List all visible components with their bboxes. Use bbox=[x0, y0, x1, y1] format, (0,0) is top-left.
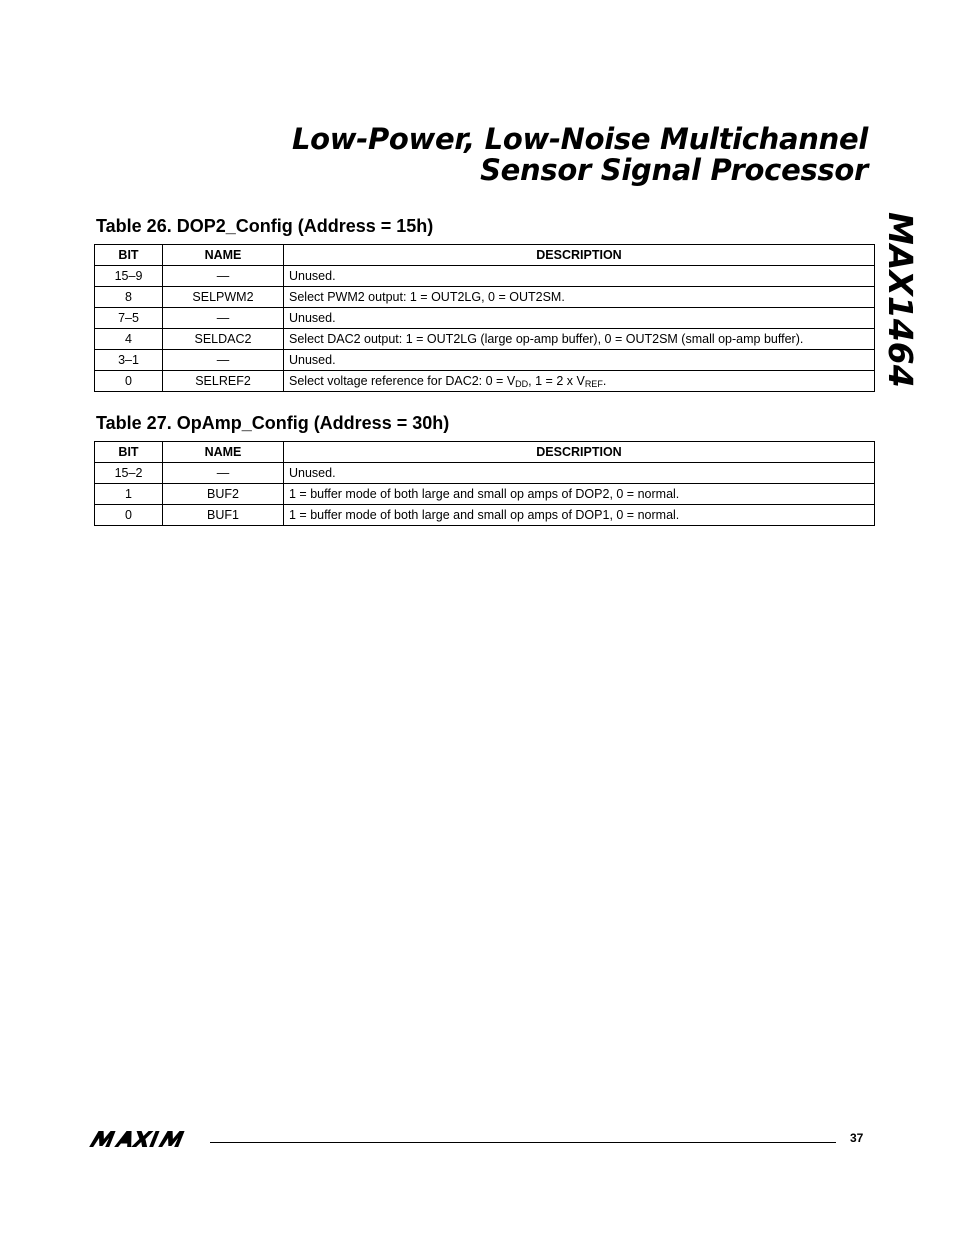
name-cell: — bbox=[163, 350, 284, 371]
name-cell: — bbox=[163, 463, 284, 484]
table-row bbox=[95, 505, 875, 526]
name-cell: BUF1 bbox=[163, 505, 284, 526]
name-cell: — bbox=[163, 308, 284, 329]
description-cell: 1 = buffer mode of both large and small op amps of DOP1, 0 = normal. bbox=[284, 505, 875, 526]
description-text: , 1 = 2 x V bbox=[528, 374, 585, 388]
table-row bbox=[95, 329, 875, 350]
title-line-2: Sensor Signal Processor bbox=[480, 153, 868, 187]
page-title bbox=[292, 124, 868, 186]
column-header-bit: BIT bbox=[95, 442, 163, 463]
column-header-name: NAME bbox=[163, 245, 284, 266]
column-header-bit: BIT bbox=[95, 245, 163, 266]
maxim-logo bbox=[89, 1129, 201, 1154]
column-header-description: DESCRIPTION bbox=[284, 245, 875, 266]
table-row bbox=[95, 308, 875, 329]
subscript-ref: REF bbox=[584, 379, 603, 389]
description-cell: Select PWM2 output: 1 = OUT2LG, 0 = OUT2SM. bbox=[284, 287, 875, 308]
description-cell: Select DAC2 output: 1 = OUT2LG (large op-amp buffer), 0 = OUT2SM (small op-amp buffer). bbox=[284, 329, 875, 350]
bit-cell: 3–1 bbox=[95, 350, 163, 371]
table-row bbox=[95, 266, 875, 287]
bit-cell: 15–2 bbox=[95, 463, 163, 484]
table-row bbox=[95, 463, 875, 484]
description-cell bbox=[284, 371, 875, 392]
table-row bbox=[95, 287, 875, 308]
table-27 bbox=[94, 441, 875, 526]
table-row bbox=[95, 484, 875, 505]
bit-cell: 15–9 bbox=[95, 266, 163, 287]
page-number: 37 bbox=[850, 1131, 864, 1145]
table-row bbox=[95, 350, 875, 371]
name-cell: SELREF2 bbox=[163, 371, 284, 392]
table-header-row bbox=[95, 442, 875, 463]
name-cell: SELDAC2 bbox=[163, 329, 284, 350]
column-header-description: DESCRIPTION bbox=[284, 442, 875, 463]
table-26-caption: Table 26. DOP2_Config (Address = 15h) bbox=[96, 216, 434, 236]
part-number-label: MAX1464 bbox=[881, 212, 920, 388]
table-header-row bbox=[95, 245, 875, 266]
table-row bbox=[95, 371, 875, 392]
bit-cell: 1 bbox=[95, 484, 163, 505]
name-cell: BUF2 bbox=[163, 484, 284, 505]
description-cell: Unused. bbox=[284, 266, 875, 287]
subscript-dd: DD bbox=[515, 379, 529, 389]
bit-cell: 8 bbox=[95, 287, 163, 308]
bit-cell: 0 bbox=[95, 371, 163, 392]
description-text: Select voltage reference for DAC2: 0 = V bbox=[289, 374, 516, 388]
bit-cell: 0 bbox=[95, 505, 163, 526]
column-header-name: NAME bbox=[163, 442, 284, 463]
name-cell: SELPWM2 bbox=[163, 287, 284, 308]
table-26 bbox=[94, 244, 875, 392]
description-cell: Unused. bbox=[284, 308, 875, 329]
footer-rule bbox=[210, 1142, 836, 1143]
name-cell: — bbox=[163, 266, 284, 287]
description-cell: Unused. bbox=[284, 463, 875, 484]
table-27-caption: Table 27. OpAmp_Config (Address = 30h) bbox=[96, 413, 450, 433]
bit-cell: 7–5 bbox=[95, 308, 163, 329]
bit-cell: 4 bbox=[95, 329, 163, 350]
title-line-1: Low-Power, Low-Noise Multichannel bbox=[291, 122, 868, 156]
maxim-logo-mark bbox=[89, 1129, 201, 1149]
description-text: . bbox=[602, 374, 607, 388]
side-part-number bbox=[878, 212, 920, 388]
description-cell: Unused. bbox=[284, 350, 875, 371]
description-cell: 1 = buffer mode of both large and small op amps of DOP2, 0 = normal. bbox=[284, 484, 875, 505]
